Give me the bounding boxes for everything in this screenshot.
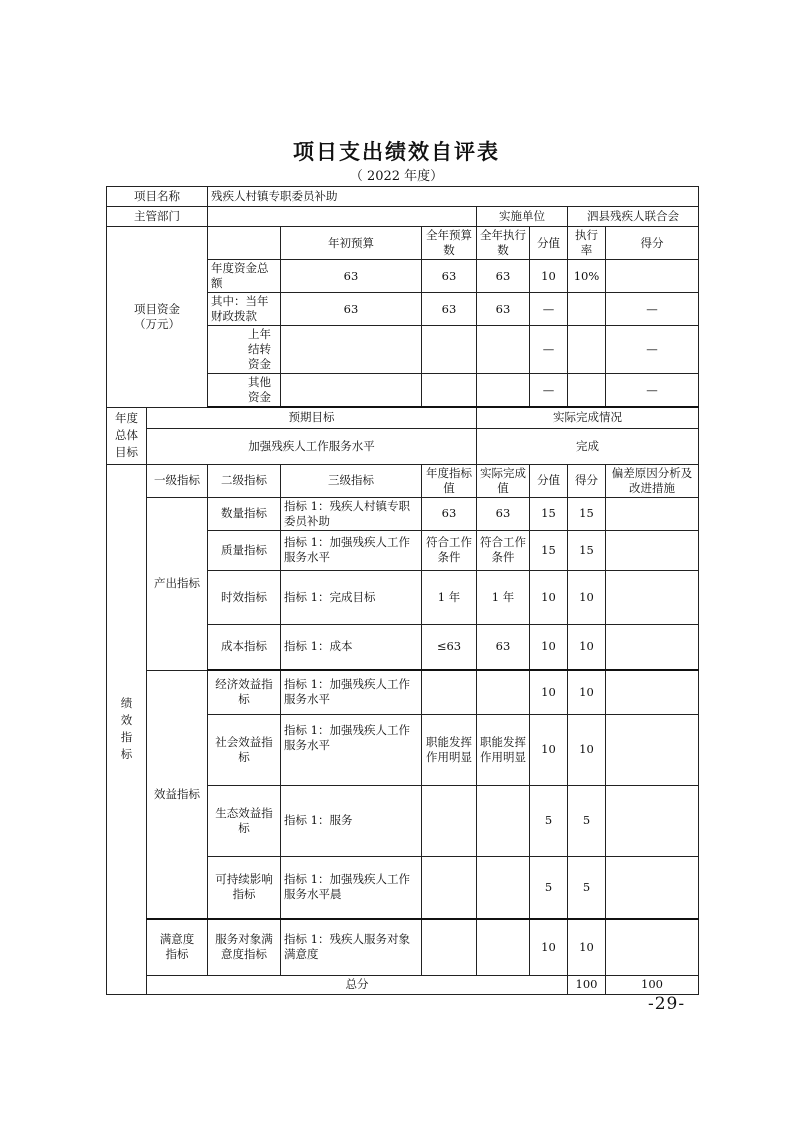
indicator-row: [107, 670, 699, 714]
indicator-actual: [477, 856, 530, 919]
goal-label: 年度总体目标: [107, 407, 147, 464]
funds-row-rate: [568, 293, 606, 326]
funds-row-score: [606, 260, 699, 293]
indicator-actual: 63: [477, 624, 530, 670]
funds-row-rate: [568, 326, 606, 374]
goal-expected-value: 加强残疾人工作服务水平: [147, 428, 477, 464]
indicator-header-level2: 二级指标: [208, 464, 281, 497]
impl-value: 泗县残疾人联合会: [568, 207, 699, 227]
funds-row-initial: 63: [281, 293, 422, 326]
funds-row-annual: 63: [422, 293, 477, 326]
indicator-level3: 指标 1：服务: [281, 785, 422, 856]
funds-row-annual: [422, 326, 477, 374]
indicator-level3: 指标 1：残疾人服务对象满意度: [281, 919, 422, 975]
indicator-note: [606, 530, 699, 570]
performance-table-container: [106, 186, 698, 995]
indicator-score: 10: [568, 624, 606, 670]
indicator-note: [606, 919, 699, 975]
funds-row-label: 其他资金: [208, 374, 281, 408]
funds-row-initial: [281, 374, 422, 408]
indicator-note: [606, 624, 699, 670]
indicator-level2: 服务对象满意度指标: [208, 919, 281, 975]
page-subtitle: （ 2022 年度）: [349, 169, 444, 184]
indicator-level1: 满意度指标: [147, 919, 208, 975]
funds-header-row: [107, 227, 699, 260]
indicator-target: [422, 785, 477, 856]
indicator-value: 5: [530, 785, 568, 856]
indicator-level3: 指标 1：残疾人村镇专职委员补助: [281, 497, 422, 530]
indicator-note: [606, 670, 699, 714]
indicator-actual: [477, 785, 530, 856]
indicator-level3: 指标 1：加强残疾人工作服务水平: [281, 714, 422, 785]
indicator-target: 职能发挥作用明显: [422, 714, 477, 785]
indicator-row: [107, 497, 699, 530]
indicator-header-score: 得分: [568, 464, 606, 497]
indicator-header-level1: 一级指标: [147, 464, 208, 497]
indicator-actual: [477, 919, 530, 975]
indicator-score: 5: [568, 856, 606, 919]
indicator-target: 符合工作条件: [422, 530, 477, 570]
total-row: [107, 975, 699, 994]
indicator-level2: 生态效益指标: [208, 785, 281, 856]
indicator-score: 10: [568, 670, 606, 714]
indicator-level2: 经济效益指标: [208, 670, 281, 714]
indicator-value: 10: [530, 570, 568, 624]
indicator-level3: 指标 1：完成目标: [281, 570, 422, 624]
indicator-level3: 指标 1：成本: [281, 624, 422, 670]
funds-header-blank: [208, 227, 281, 260]
funds-header-annual: 全年预算数: [422, 227, 477, 260]
funds-row-initial: 63: [281, 260, 422, 293]
impl-label: 实施单位: [477, 207, 568, 227]
funds-row-label: 其中：当年财政拨款: [208, 293, 281, 326]
total-value: 100: [568, 975, 606, 994]
funds-row-executed: 63: [477, 260, 530, 293]
funds-row-value: —: [530, 374, 568, 408]
total-label: 总分: [147, 975, 568, 994]
indicator-target: ≤63: [422, 624, 477, 670]
goal-actual-value: 完成: [477, 428, 699, 464]
indicator-header-value: 分值: [530, 464, 568, 497]
indicator-value: 5: [530, 856, 568, 919]
funds-header-executed: 全年执行数: [477, 227, 530, 260]
indicator-value: 15: [530, 530, 568, 570]
funds-row-value: 10: [530, 260, 568, 293]
indicator-actual: 职能发挥作用明显: [477, 714, 530, 785]
indicator-score: 5: [568, 785, 606, 856]
funds-label-line2: （万元）: [134, 316, 180, 331]
indicator-note: [606, 714, 699, 785]
indicator-note: [606, 856, 699, 919]
indicator-value: 10: [530, 670, 568, 714]
funds-row-value: —: [530, 293, 568, 326]
funds-label: [107, 227, 208, 408]
dept-label: 主管部门: [107, 207, 208, 227]
project-name-row: [107, 187, 699, 207]
funds-row-annual: 63: [422, 260, 477, 293]
indicator-target: 63: [422, 497, 477, 530]
page-title: 项日支出绩效自评表: [293, 139, 500, 164]
funds-row-score: —: [606, 374, 699, 408]
indicator-actual: 符合工作条件: [477, 530, 530, 570]
indicator-target: [422, 856, 477, 919]
project-name-value: 残疾人村镇专职委员补助: [208, 187, 699, 207]
goal-header-row: [107, 407, 699, 428]
indicator-note: [606, 497, 699, 530]
goal-value-row: [107, 428, 699, 464]
indicator-level2: 社会效益指标: [208, 714, 281, 785]
total-score: 100: [606, 975, 699, 994]
funds-row-executed: [477, 326, 530, 374]
funds-row-score: —: [606, 326, 699, 374]
funds-row-executed: 63: [477, 293, 530, 326]
indicator-level3: 指标 1：加强残疾人工作服务水平: [281, 670, 422, 714]
indicator-actual: 1 年: [477, 570, 530, 624]
indicator-level1: 效益指标: [147, 670, 208, 919]
goal-actual-label: 实际完成情况: [477, 407, 699, 428]
funds-header-rate: 执行率: [568, 227, 606, 260]
performance-table: [106, 186, 699, 995]
indicator-score: 15: [568, 530, 606, 570]
indicator-note: [606, 785, 699, 856]
indicator-value: 10: [530, 624, 568, 670]
goal-expected-label: 预期目标: [147, 407, 477, 428]
indicator-header-level3: 三级指标: [281, 464, 422, 497]
indicator-level2: 成本指标: [208, 624, 281, 670]
project-name-label: 项目名称: [107, 187, 208, 207]
funds-header-initial: 年初预算: [281, 227, 422, 260]
indicator-header-target: 年度指标值: [422, 464, 477, 497]
funds-header-score: 得分: [606, 227, 699, 260]
indicator-level2: 时效指标: [208, 570, 281, 624]
indicator-score: 10: [568, 919, 606, 975]
dept-value: [208, 207, 477, 227]
indicator-level2: 质量指标: [208, 530, 281, 570]
indicator-note: [606, 570, 699, 624]
indicator-level3: 指标 1：加强残疾人工作服务水平晨: [281, 856, 422, 919]
funds-header-value: 分值: [530, 227, 568, 260]
indicator-score: 10: [568, 714, 606, 785]
indicator-level2: 数量指标: [208, 497, 281, 530]
indicator-row: [107, 919, 699, 975]
indicator-target: [422, 919, 477, 975]
funds-row-annual: [422, 374, 477, 408]
indicator-header-actual: 实际完成值: [477, 464, 530, 497]
page-number: -29-: [648, 994, 686, 1014]
indicator-score: 15: [568, 497, 606, 530]
indicator-header-row: [107, 464, 699, 497]
indicator-value: 10: [530, 919, 568, 975]
indicator-actual: 63: [477, 497, 530, 530]
indicator-value: 15: [530, 497, 568, 530]
funds-row-executed: [477, 374, 530, 408]
indicator-level1: 产出指标: [147, 497, 208, 670]
indicator-target: 1 年: [422, 570, 477, 624]
indicator-actual: [477, 670, 530, 714]
funds-label-line1: 项目资金: [134, 301, 180, 316]
funds-row-label: 上年结转资金: [208, 326, 281, 374]
funds-row-label: 年度资金总额: [208, 260, 281, 293]
funds-row-rate: [568, 374, 606, 408]
indicator-level2: 可持续影响指标: [208, 856, 281, 919]
indicators-side-label: 绩效指标: [107, 464, 147, 994]
funds-row-score: —: [606, 293, 699, 326]
funds-row-rate: 10%: [568, 260, 606, 293]
indicator-value: 10: [530, 714, 568, 785]
indicator-level3: 指标 1：加强残疾人工作服务水平: [281, 530, 422, 570]
indicator-score: 10: [568, 570, 606, 624]
indicator-target: [422, 670, 477, 714]
dept-row: [107, 207, 699, 227]
indicator-header-note: 偏差原因分析及改进措施: [606, 464, 699, 497]
funds-row-value: —: [530, 326, 568, 374]
funds-row-initial: [281, 326, 422, 374]
